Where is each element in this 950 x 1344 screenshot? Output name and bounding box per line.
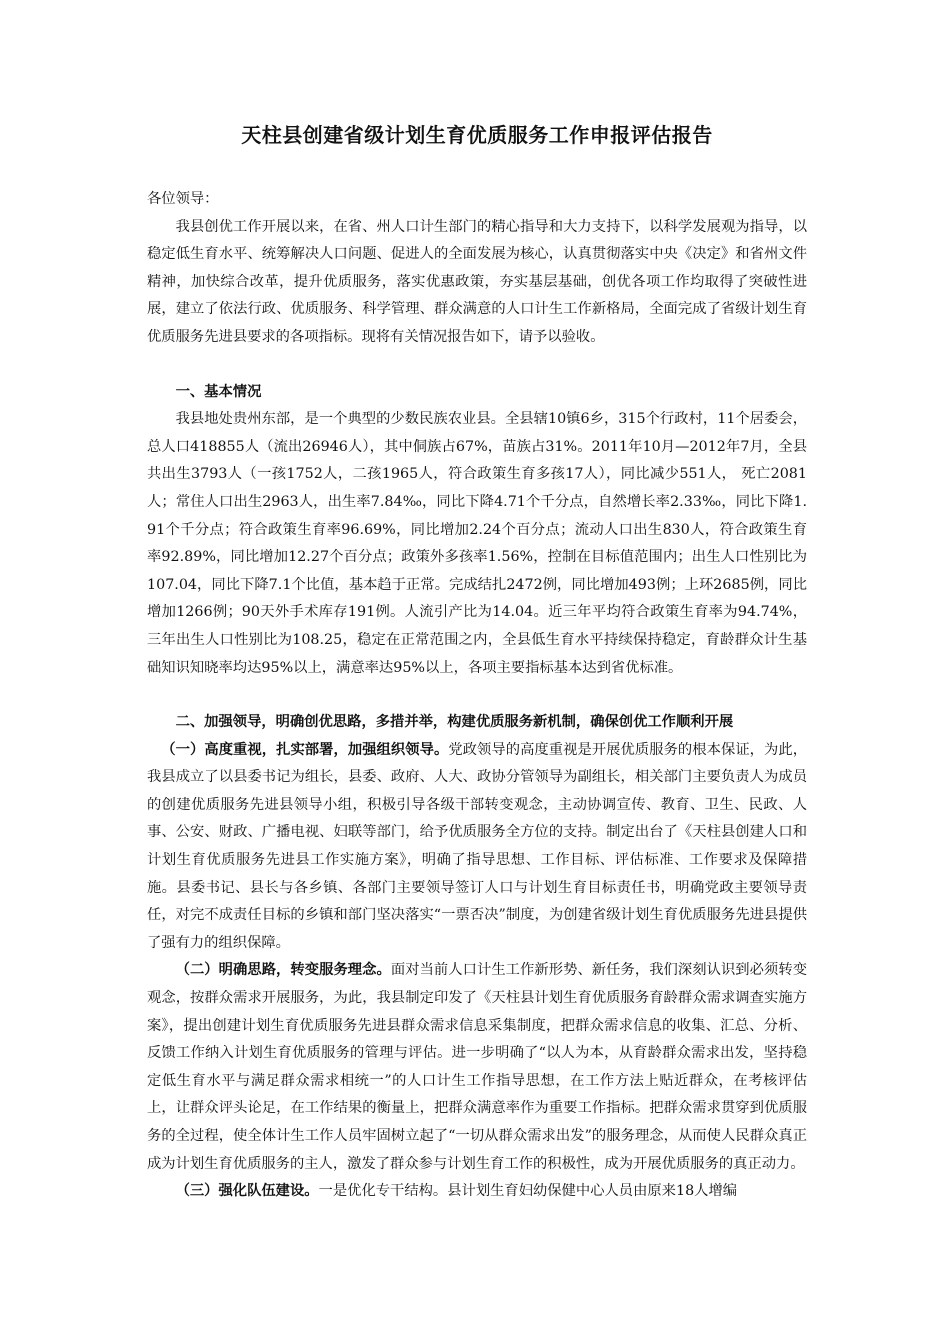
- subsection-1-paragraph: [147, 737, 807, 958]
- subsection-3-label: （三）强化队伍建设。: [175, 1183, 319, 1200]
- subsection-2-paragraph: [147, 957, 807, 1178]
- document-title: 天柱县创建省级计划生育优质服务工作申报评估报告: [241, 123, 713, 147]
- section-1-heading: 一、基本情况: [175, 383, 262, 400]
- subsection-3-paragraph: [147, 1178, 807, 1206]
- salutation: 各位领导：: [147, 191, 219, 207]
- intro-paragraph: 我县创优工作开展以来，在省、州人口计生部门的精心指导和大力支持下，以科学发展观为指导，以稳定低生育水平、统筹解决人口问题、促进人的全面发展为核心，认真贯彻落实中央《决定》和省州文件精神，加快综合改革，提升优质服务，落实优惠政策，夯实基层基础，创优各项工作均取得了突破性进展，建立了依法行政、优质服务、科学管理、群众满意的人口计生工作新格局，全面完成了省级计划生育优质服务先进县要求的各项指标。现将有关情况报告如下，请予以验收。: [147, 218, 807, 345]
- section-1-paragraph: 我县地处贵州东部，是一个典型的少数民族农业县。全县辖10镇6乡，315个行政村，11个居委会，总人口418855人（流出26946人），其中侗族占67%，苗族占31%。2011年10月—2012年7月，全县共出生3793人（一孩1752人，二孩1965人，符合政策生育多孩17人），同比减少551人， 死亡2081人；常住人口出生2963人，出生率7.84‰，同比下降4.71个千分点，自然增长率2.33‰，同比下降1.91个千分点；符合政策生育率96.69%，同比增加2.24个百分点；流动人口出生830人，符合政策生育率92.89%，同比增加12.27个百分点；政策外多孩率1.56%，控制在目标值范围内；出生人口性别比为107.04，同比下降7.1个比值，基本趋于正常。完成结扎2472例，同比增加493例；上环2685例，同比增加1266例；90天外手术库存191例。人流引产比为14.04。近三年平均符合政策生育率为94.74%，三年出生人口性别比为108.25，稳定在正常范围之内，全县低生育水平持续保持稳定，育龄群众计生基础知识知晓率均达95%以上，满意率达95%以上，各项主要指标基本达到省优标准。: [147, 411, 807, 676]
- document-page: [147, 118, 807, 1206]
- subsection-2-label: （二）明确思路，转变服务理念。: [175, 962, 391, 979]
- subsection-3-body: 一是优化专干结构。县计划生育妇幼保健中心人员由原来18人增编: [318, 1183, 738, 1200]
- section-2-heading: 二、加强领导，明确创优思路，多措并举，构建优质服务新机制，确保创优工作顺利开展: [175, 714, 734, 731]
- subsection-1-label: （一）高度重视，扎实部署，加强组织领导。: [161, 741, 449, 758]
- subsection-2-body: 面对当前人口计生工作新形势、新任务，我们深刻认识到必须转变观念，按群众需求开展服务，为此，我县制定印发了《天柱县计划生育优质服务育龄群众需求调查实施方案》，提出创建计划生育优质服务先进县群众需求信息采集制度，把群众需求信息的收集、汇总、分析、反馈工作纳入计划生育优质服务的管理与评估。进一步明确了“以人为本，从育龄群众需求出发，坚持稳定低生育水平与满足群众需求相统一”的人口计生工作指导思想，在工作方法上贴近群众，在考核评估上，让群众评头论足，在工作结果的衡量上，把群众满意率作为重要工作指标。把群众需求贯穿到优质服务的全过程，使全体计生工作人员牢固树立起了“一切从群众需求出发”的服务理念，从而使人民群众真正成为计划生育优质服务的主人，激发了群众参与计划生育工作的积极性，成为开展优质服务的真正动力。: [147, 962, 808, 1172]
- subsection-1-body: 党政领导的高度重视是开展优质服务的根本保证，为此，我县成立了以县委书记为组长，县委、政府、人大、政协分管领导为副组长，相关部门主要负责人为成员的创建优质服务先进县领导小组，积极引导各级干部转变观念，主动协调宣传、教育、卫生、民政、人事、公安、财政、广播电视、妇联等部门，给予优质服务全方位的支持。制定出台了《天柱县创建人口和计划生育优质服务先进县工作实施方案》，明确了指导思想、工作目标、评估标准、工作要求及保障措施。县委书记、县长与各乡镇、各部门主要领导签订人口与计划生育目标责任书，明确党政主要领导责任，对完不成责任目标的乡镇和部门坚决落实“一票否决”制度，为创建省级计划生育优质服务先进县提供了强有力的组织保障。: [147, 741, 808, 951]
